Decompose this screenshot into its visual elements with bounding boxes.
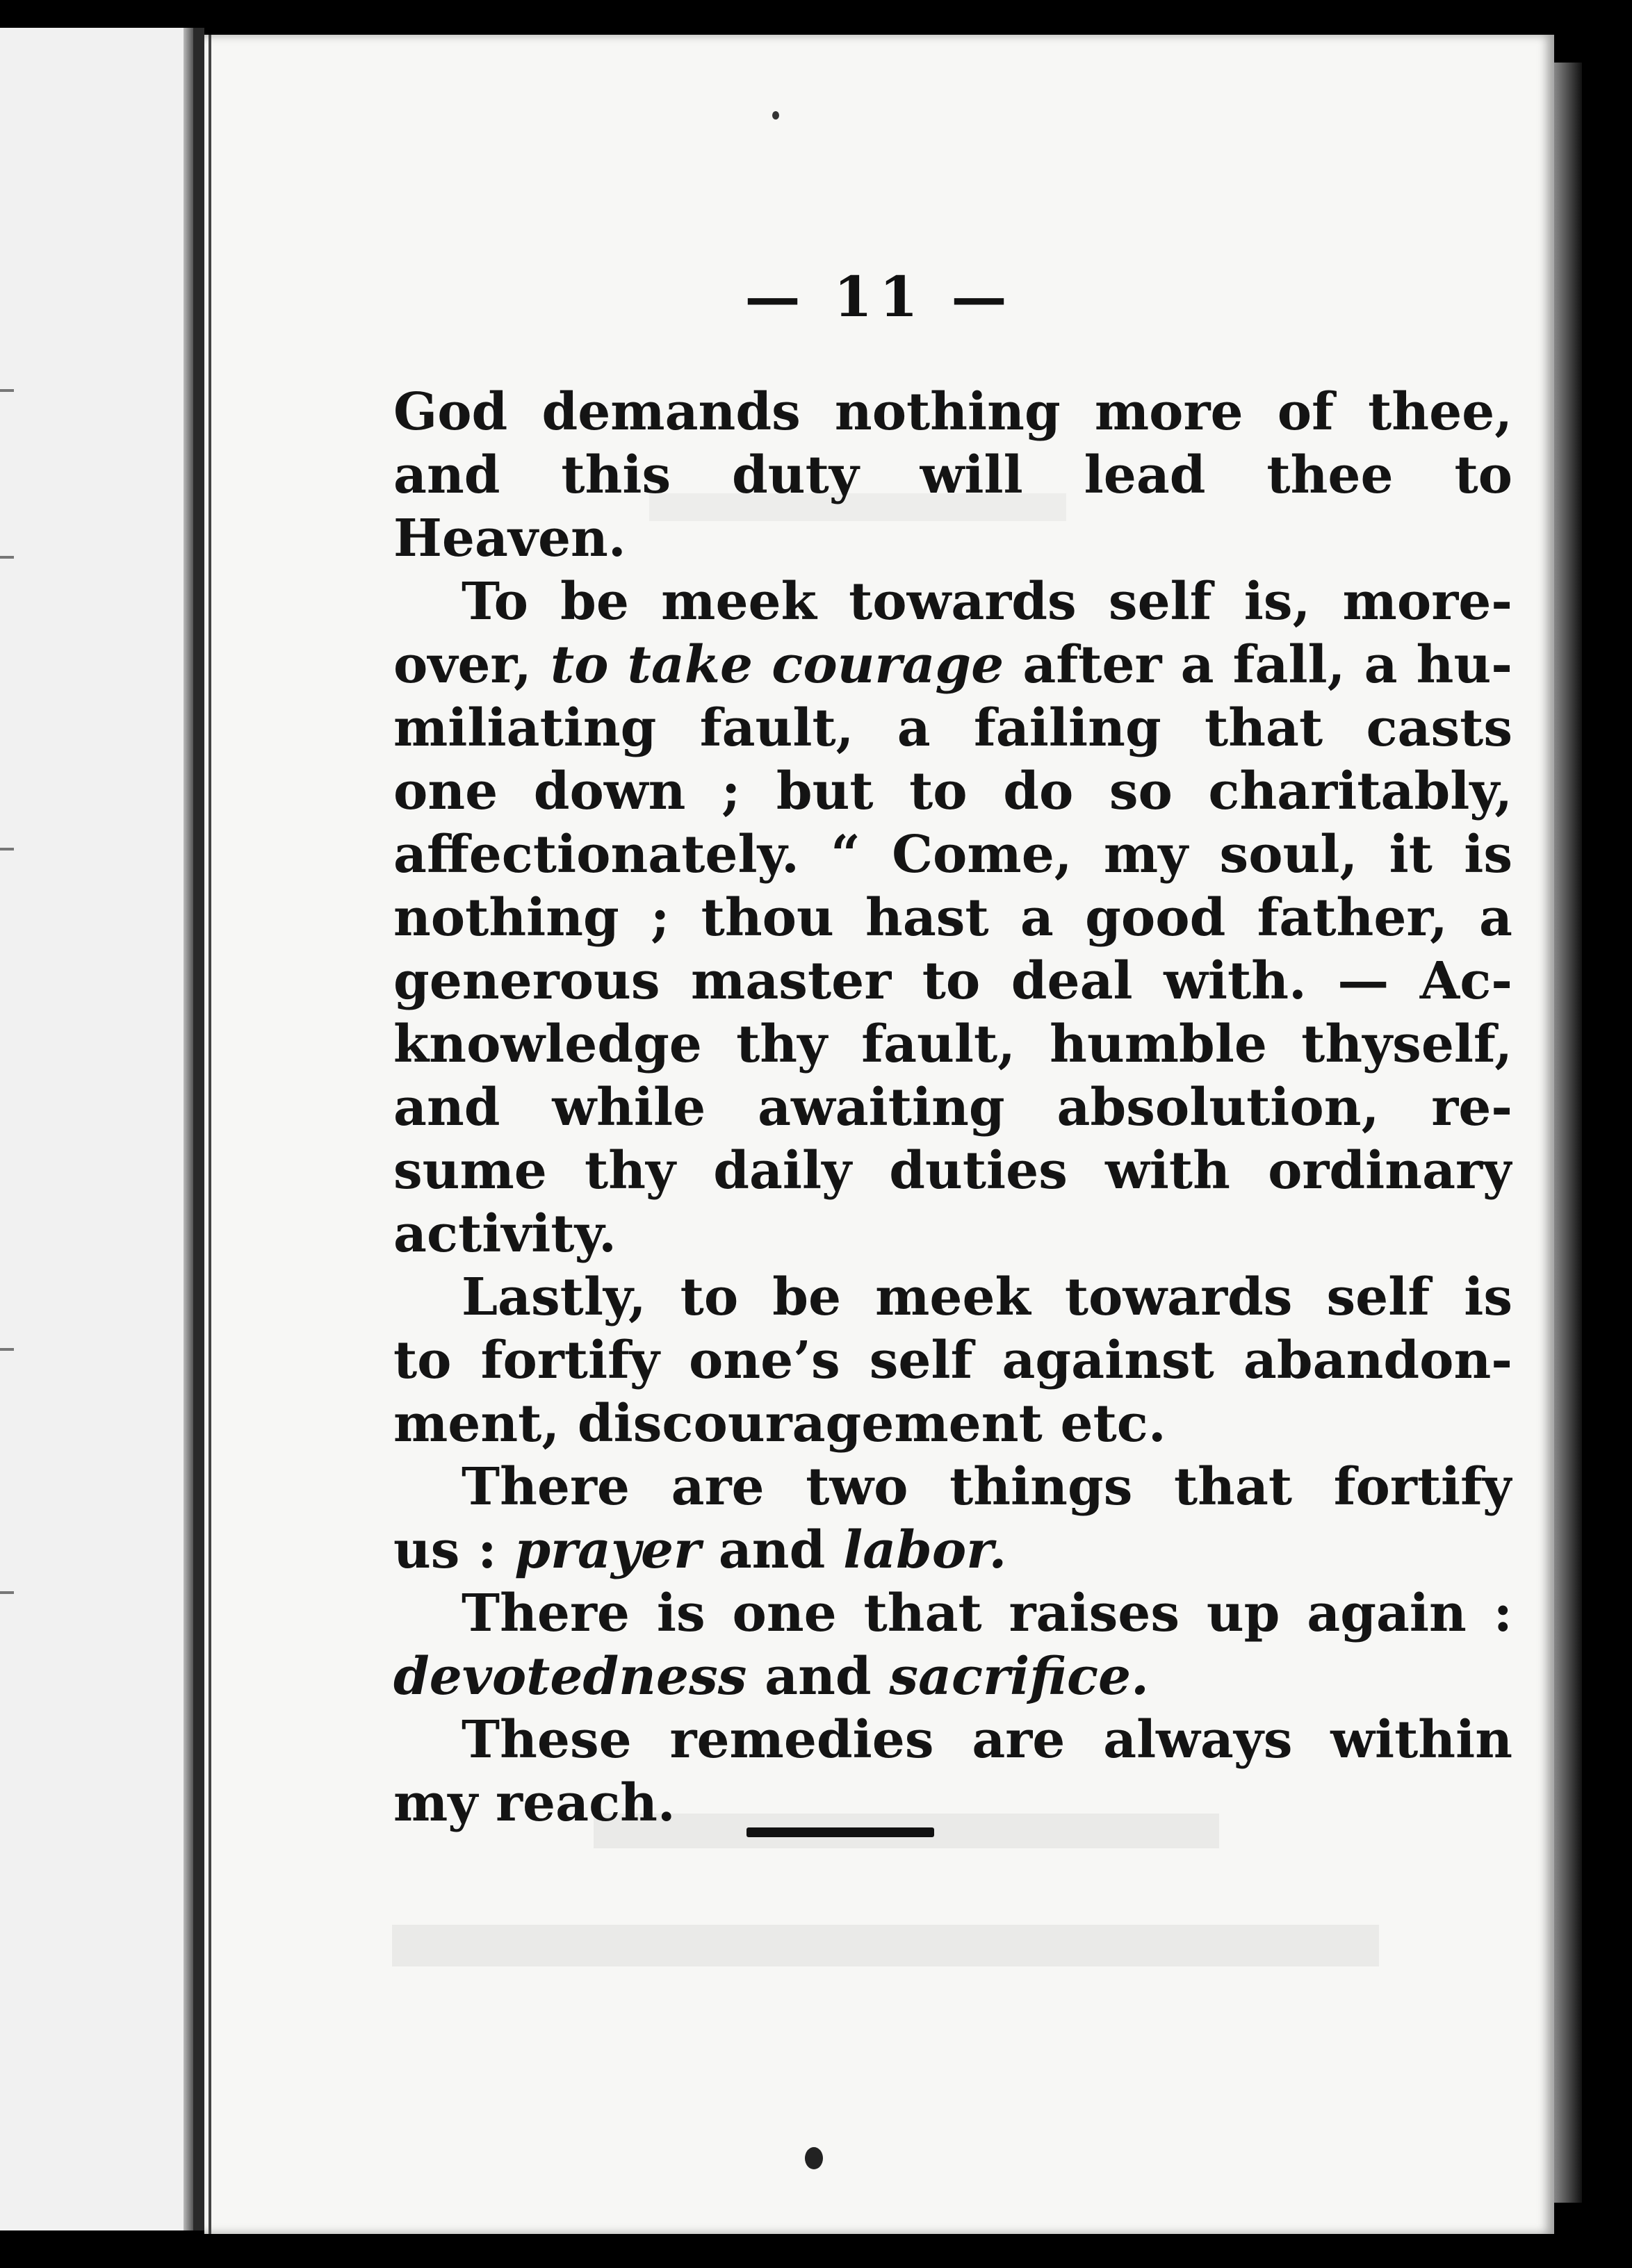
page-right-edge-shadow — [1554, 63, 1582, 2203]
italic-phrase: devotedness — [393, 1647, 747, 1707]
text-line: These remedies are always within — [462, 1710, 1512, 1770]
text-line: miliating fault, a failing that casts — [393, 698, 1512, 758]
text-line: to fortify one’s self against abandon- — [393, 1331, 1512, 1390]
end-rule — [746, 1827, 934, 1837]
ink-blot — [805, 2147, 823, 2169]
text-line: knowledge thy fault, humble thyself, — [393, 1014, 1512, 1074]
page-left-edge-line — [209, 35, 211, 2234]
italic-phrase: labor. — [843, 1520, 1007, 1580]
italic-phrase: to take courage — [550, 635, 1004, 695]
text-line: sume thy daily duties with ordinary — [393, 1141, 1512, 1201]
text-line: devotedness and sacrifice. — [393, 1647, 1149, 1707]
text-line: and while awaiting absolution, re- — [393, 1078, 1512, 1137]
text-line: activity. — [393, 1204, 617, 1264]
text-line: one down ; but to do so charitably, — [393, 762, 1512, 821]
text-line: nothing ; thou hast a good father, a — [393, 888, 1512, 948]
text-line: my reach. — [393, 1773, 676, 1833]
facing-page-bleed-mark — [0, 1348, 14, 1351]
italic-phrase: sacrifice. — [889, 1647, 1149, 1707]
ink-speck — [772, 111, 779, 120]
facing-page-bleed-mark — [0, 389, 14, 392]
text-line: There are two things that fortify — [462, 1457, 1512, 1517]
text-line: There is one that raises up again : — [462, 1584, 1512, 1643]
text-line: Lastly, to be meek towards self is — [462, 1267, 1512, 1327]
italic-phrase: prayer — [514, 1520, 701, 1580]
text-line: and this duty will lead thee to — [393, 445, 1512, 505]
facing-page-bleed-mark — [0, 848, 14, 850]
book-page — [204, 35, 1554, 2234]
book-gutter — [193, 28, 204, 2230]
text-line: ment, discouragement etc. — [393, 1394, 1166, 1454]
text-line: generous master to deal with. — Ac- — [393, 951, 1512, 1011]
page-number: — 11 — — [744, 264, 1014, 329]
text-line: God demands nothing more of thee, — [393, 382, 1512, 442]
text-line: over, to take courage after a fall, a hu- — [393, 635, 1512, 695]
facing-page-bleed-mark — [0, 556, 14, 559]
text-line: affectionately. “ Come, my soul, it is — [393, 825, 1512, 885]
facing-page-edge — [0, 28, 193, 2230]
text-line: us : prayer and labor. — [393, 1520, 1007, 1580]
text-line: Heaven. — [393, 509, 626, 568]
facing-page-bleed-mark — [0, 1591, 14, 1594]
text-line: To be meek towards self is, more- — [462, 572, 1512, 632]
facing-page-shadow — [183, 28, 193, 2230]
show-through-smudge — [392, 1925, 1379, 1966]
body-text — [393, 381, 1512, 1835]
